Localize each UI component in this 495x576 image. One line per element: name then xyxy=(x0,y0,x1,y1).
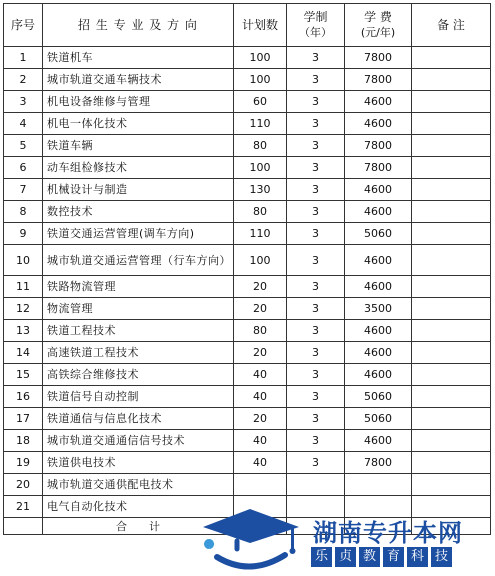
table-row xyxy=(4,408,491,430)
watermark-char: 育 xyxy=(383,547,404,567)
row-plan: 60 xyxy=(234,91,287,113)
row-index: 13 xyxy=(4,320,43,342)
row-fee: 5060 xyxy=(345,386,412,408)
row-fee: 4600 xyxy=(345,364,412,386)
header-major: 招 生 专 业 及 方 向 xyxy=(43,4,234,47)
row-remark xyxy=(412,201,491,223)
table-row xyxy=(4,430,491,452)
row-remark xyxy=(412,430,491,452)
row-remark xyxy=(412,135,491,157)
row-fee: 4600 xyxy=(345,245,412,276)
total-label: 合 计 xyxy=(43,518,234,535)
row-duration: 3 xyxy=(287,245,345,276)
table-row xyxy=(4,157,491,179)
row-plan: 110 xyxy=(234,113,287,135)
row-duration: 3 xyxy=(287,223,345,245)
table-row xyxy=(4,135,491,157)
table-row xyxy=(4,452,491,474)
row-index: 19 xyxy=(4,452,43,474)
row-duration xyxy=(287,474,345,496)
row-duration: 3 xyxy=(287,430,345,452)
row-major: 动车组检修技术 xyxy=(43,157,234,179)
row-index: 15 xyxy=(4,364,43,386)
row-duration: 3 xyxy=(287,320,345,342)
header-row xyxy=(4,4,491,47)
header-duration-label: 学制 xyxy=(303,10,328,24)
row-plan: 100 xyxy=(234,69,287,91)
row-remark xyxy=(412,113,491,135)
row-major: 电气自动化技术 xyxy=(43,496,234,518)
row-major: 数控技术 xyxy=(43,201,234,223)
watermark-char: 贞 xyxy=(335,547,356,567)
row-fee: 7800 xyxy=(345,135,412,157)
row-fee: 7800 xyxy=(345,157,412,179)
row-major: 机电设备维修与管理 xyxy=(43,91,234,113)
row-plan: 20 xyxy=(234,408,287,430)
watermark xyxy=(195,505,495,576)
row-fee: 4600 xyxy=(345,201,412,223)
table-row xyxy=(4,179,491,201)
row-major: 物流管理 xyxy=(43,298,234,320)
row-index: 1 xyxy=(4,47,43,69)
row-remark xyxy=(412,69,491,91)
row-fee: 4600 xyxy=(345,276,412,298)
row-duration: 3 xyxy=(287,342,345,364)
row-duration: 3 xyxy=(287,201,345,223)
table-row xyxy=(4,386,491,408)
row-plan: 100 xyxy=(234,47,287,69)
row-duration: 3 xyxy=(287,276,345,298)
table-row xyxy=(4,91,491,113)
row-index: 9 xyxy=(4,223,43,245)
row-fee: 4600 xyxy=(345,430,412,452)
row-duration: 3 xyxy=(287,179,345,201)
row-duration: 3 xyxy=(287,135,345,157)
watermark-char: 科 xyxy=(407,547,428,567)
row-duration: 3 xyxy=(287,452,345,474)
table-row xyxy=(4,364,491,386)
row-fee: 7800 xyxy=(345,69,412,91)
row-remark xyxy=(412,452,491,474)
row-index: 11 xyxy=(4,276,43,298)
row-major: 铁道车辆 xyxy=(43,135,234,157)
graduation-cap-logo xyxy=(195,505,305,576)
row-plan: 40 xyxy=(234,364,287,386)
row-duration: 3 xyxy=(287,298,345,320)
row-plan: 80 xyxy=(234,201,287,223)
header-duration-unit: （年） xyxy=(299,26,332,39)
row-index: 16 xyxy=(4,386,43,408)
row-fee: 4600 xyxy=(345,342,412,364)
row-remark xyxy=(412,298,491,320)
table-row xyxy=(4,320,491,342)
row-fee xyxy=(345,474,412,496)
row-remark xyxy=(412,157,491,179)
row-remark xyxy=(412,364,491,386)
row-index: 12 xyxy=(4,298,43,320)
row-remark xyxy=(412,179,491,201)
row-index: 2 xyxy=(4,69,43,91)
row-index: 20 xyxy=(4,474,43,496)
row-plan: 80 xyxy=(234,320,287,342)
row-major: 铁道供电技术 xyxy=(43,452,234,474)
row-plan: 40 xyxy=(234,430,287,452)
row-remark xyxy=(412,276,491,298)
row-index: 17 xyxy=(4,408,43,430)
row-index: 18 xyxy=(4,430,43,452)
table-row xyxy=(4,47,491,69)
watermark-title: 湖南专升本网 xyxy=(313,519,463,547)
row-plan: 130 xyxy=(234,179,287,201)
row-index: 21 xyxy=(4,496,43,518)
row-remark xyxy=(412,342,491,364)
row-remark xyxy=(412,408,491,430)
row-duration: 3 xyxy=(287,408,345,430)
row-index: 10 xyxy=(4,245,43,276)
row-plan: 100 xyxy=(234,157,287,179)
row-major: 铁路物流管理 xyxy=(43,276,234,298)
row-remark xyxy=(412,47,491,69)
row-plan: 40 xyxy=(234,452,287,474)
watermark-char: 乐 xyxy=(311,547,332,567)
row-remark xyxy=(412,245,491,276)
watermark-subtitle xyxy=(311,547,452,567)
row-duration: 3 xyxy=(287,69,345,91)
row-fee: 5060 xyxy=(345,408,412,430)
row-major: 高速铁道工程技术 xyxy=(43,342,234,364)
row-major: 城市轨道交通运营管理（行车方向） xyxy=(43,245,234,276)
watermark-char: 技 xyxy=(431,547,452,567)
row-duration: 3 xyxy=(287,364,345,386)
row-remark xyxy=(412,386,491,408)
row-major: 机械设计与制造 xyxy=(43,179,234,201)
table-row xyxy=(4,276,491,298)
header-plan: 计划数 xyxy=(234,4,287,47)
row-plan: 110 xyxy=(234,223,287,245)
row-major: 铁道信号自动控制 xyxy=(43,386,234,408)
row-major: 城市轨道交通供配电技术 xyxy=(43,474,234,496)
table-row xyxy=(4,474,491,496)
row-plan: 40 xyxy=(234,386,287,408)
row-duration: 3 xyxy=(287,157,345,179)
header-duration xyxy=(287,4,345,47)
total-empty xyxy=(4,518,43,535)
row-fee: 3500 xyxy=(345,298,412,320)
row-remark xyxy=(412,91,491,113)
row-major: 高铁综合维修技术 xyxy=(43,364,234,386)
header-fee-label: 学 费 xyxy=(364,10,392,24)
row-major: 铁道通信与信息化技术 xyxy=(43,408,234,430)
row-plan: 20 xyxy=(234,342,287,364)
row-duration: 3 xyxy=(287,386,345,408)
row-major: 城市轨道交通车辆技术 xyxy=(43,69,234,91)
row-fee: 4600 xyxy=(345,320,412,342)
row-index: 5 xyxy=(4,135,43,157)
row-remark xyxy=(412,320,491,342)
row-plan: 100 xyxy=(234,245,287,276)
table-row xyxy=(4,69,491,91)
table-row xyxy=(4,245,491,276)
watermark-char: 教 xyxy=(359,547,380,567)
row-duration: 3 xyxy=(287,91,345,113)
row-fee: 4600 xyxy=(345,91,412,113)
row-fee: 5060 xyxy=(345,223,412,245)
table-row xyxy=(4,298,491,320)
row-remark xyxy=(412,474,491,496)
row-fee: 4600 xyxy=(345,179,412,201)
row-plan: 20 xyxy=(234,298,287,320)
header-fee-unit: (元/年) xyxy=(360,26,396,39)
row-duration: 3 xyxy=(287,113,345,135)
row-index: 6 xyxy=(4,157,43,179)
row-plan xyxy=(234,474,287,496)
row-major: 铁道工程技术 xyxy=(43,320,234,342)
row-index: 3 xyxy=(4,91,43,113)
row-fee: 7800 xyxy=(345,47,412,69)
table-row xyxy=(4,113,491,135)
row-index: 8 xyxy=(4,201,43,223)
row-index: 14 xyxy=(4,342,43,364)
row-index: 7 xyxy=(4,179,43,201)
row-major: 城市轨道交通通信信号技术 xyxy=(43,430,234,452)
row-major: 铁道机车 xyxy=(43,47,234,69)
header-index: 序号 xyxy=(4,4,43,47)
row-fee: 7800 xyxy=(345,452,412,474)
header-fee xyxy=(345,4,412,47)
row-major: 机电一体化技术 xyxy=(43,113,234,135)
table-row xyxy=(4,342,491,364)
row-plan: 20 xyxy=(234,276,287,298)
row-duration: 3 xyxy=(287,47,345,69)
table-body xyxy=(4,47,491,535)
row-major: 铁道交通运营管理(调车方向) xyxy=(43,223,234,245)
header-remark: 备 注 xyxy=(412,4,491,47)
table-row xyxy=(4,223,491,245)
row-plan: 80 xyxy=(234,135,287,157)
row-remark xyxy=(412,223,491,245)
tuition-table xyxy=(3,3,491,535)
table-row xyxy=(4,201,491,223)
row-index: 4 xyxy=(4,113,43,135)
row-fee: 4600 xyxy=(345,113,412,135)
